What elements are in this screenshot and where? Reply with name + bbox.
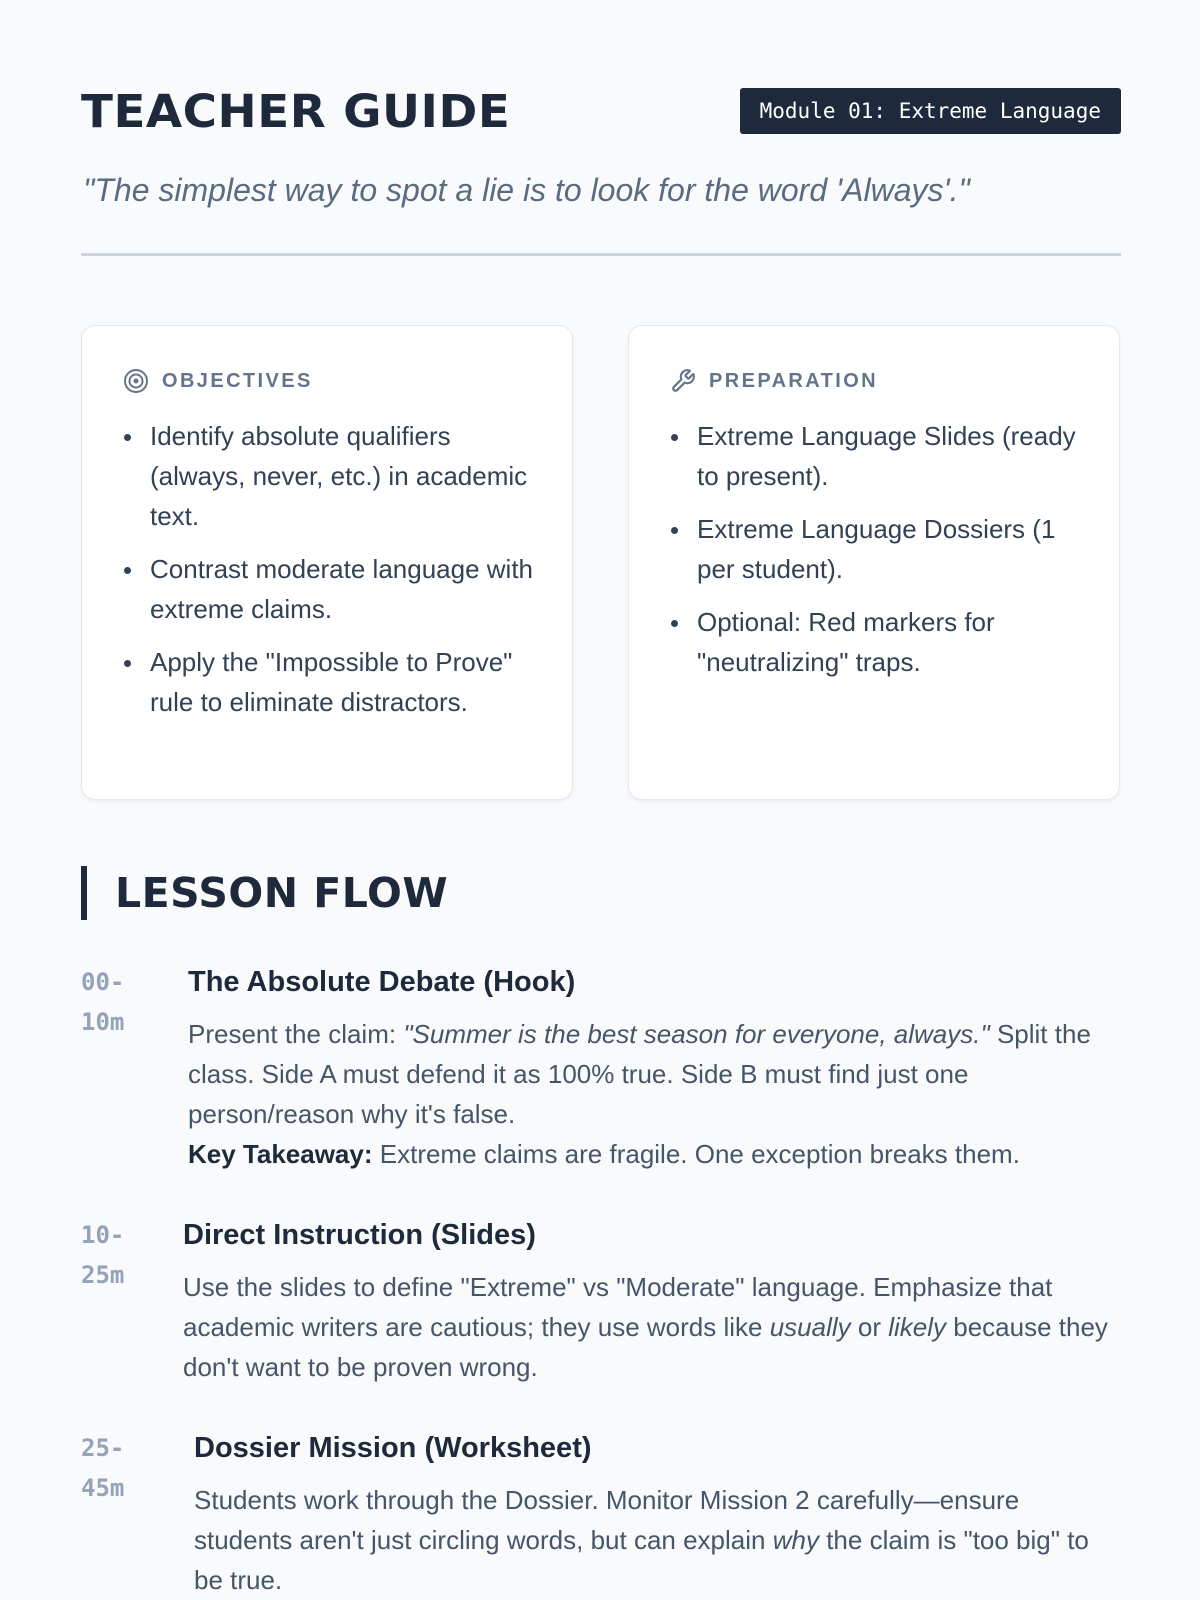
step-text: or	[857, 1312, 881, 1342]
list-item: Apply the "Impossible to Prove" rule to eliminate distractors.	[122, 642, 544, 722]
step-body	[188, 962, 1121, 1174]
step-time	[81, 1215, 151, 1295]
module-badge: Module 01: Extreme Language	[740, 88, 1121, 134]
step-time-end: 25m	[81, 1261, 125, 1289]
step-title: Dossier Mission (Worksheet)	[194, 1432, 592, 1464]
preparation-header	[669, 366, 878, 396]
lesson-flow-header	[81, 866, 448, 920]
lesson-flow-title: LESSON FLOW	[115, 869, 449, 917]
section-accent-bar	[81, 866, 87, 920]
wrench-icon	[669, 367, 697, 395]
step-title: Direct Instruction (Slides)	[183, 1219, 536, 1251]
step-takeaway	[188, 1134, 1121, 1174]
list-item: Contrast moderate language with extreme claims.	[122, 549, 544, 629]
list-item: Extreme Language Slides (ready to present).	[669, 416, 1091, 496]
step-time	[81, 962, 151, 1042]
step-text: Use the slides to define "Extreme" vs "Moderate" language. Emphasize that academic writers are cautious; they use words like	[183, 1272, 1053, 1342]
target-icon	[122, 367, 150, 395]
list-item: Extreme Language Dossiers (1 per student).	[669, 509, 1091, 589]
step-title: The Absolute Debate (Hook)	[188, 966, 576, 998]
list-item: Optional: Red markers for "neutralizing" traps.	[669, 602, 1091, 682]
preparation-card	[628, 325, 1120, 800]
step-text: the claim is "too big" to be true.	[194, 1525, 1089, 1595]
step-body	[194, 1428, 1121, 1600]
step-intro: Present the claim:	[188, 1019, 397, 1049]
objectives-label: OBJECTIVES	[162, 369, 313, 392]
step-time-start: 25-	[81, 1434, 125, 1462]
header-divider	[81, 253, 1121, 256]
list-item: Identify absolute qualifiers (always, never, etc.) in academic text.	[122, 416, 544, 536]
guide-quote: "The simplest way to spot a lie is to look for the word 'Always'."	[83, 172, 970, 208]
step-time-start: 00-	[81, 968, 125, 996]
step-text: Split the class. Side A must defend it as 100% true. Side B must find just one person/reason why it's false.	[188, 1019, 1091, 1129]
preparation-list	[669, 416, 1091, 695]
takeaway-label: Key Takeaway:	[188, 1139, 373, 1169]
step-emphasis: likely	[888, 1312, 947, 1342]
step-time-start: 10-	[81, 1221, 125, 1249]
step-text: Students work through the Dossier. Monitor Mission 2 carefully—ensure students aren't just circling words, but can explain	[194, 1485, 1020, 1555]
step-claim: "Summer is the best season for everyone, always."	[403, 1019, 990, 1049]
page-title: TEACHER GUIDE	[81, 85, 511, 138]
step-body	[183, 1215, 1121, 1387]
step-time-end: 10m	[81, 1008, 125, 1036]
step-text: because they don't want to be proven wrong.	[183, 1312, 1108, 1382]
preparation-label: PREPARATION	[709, 369, 878, 392]
step-emphasis: usually	[769, 1312, 851, 1342]
step-description	[194, 1480, 1121, 1600]
objectives-header	[122, 366, 313, 396]
step-time-end: 45m	[81, 1474, 125, 1502]
step-description	[183, 1267, 1121, 1387]
step-description	[188, 1014, 1121, 1134]
takeaway-text: Extreme claims are fragile. One exception breaks them.	[379, 1139, 1020, 1169]
objectives-card	[81, 325, 573, 800]
objectives-list	[122, 416, 544, 735]
step-time	[81, 1428, 151, 1508]
header	[81, 84, 1121, 140]
step-emphasis: why	[772, 1525, 819, 1555]
